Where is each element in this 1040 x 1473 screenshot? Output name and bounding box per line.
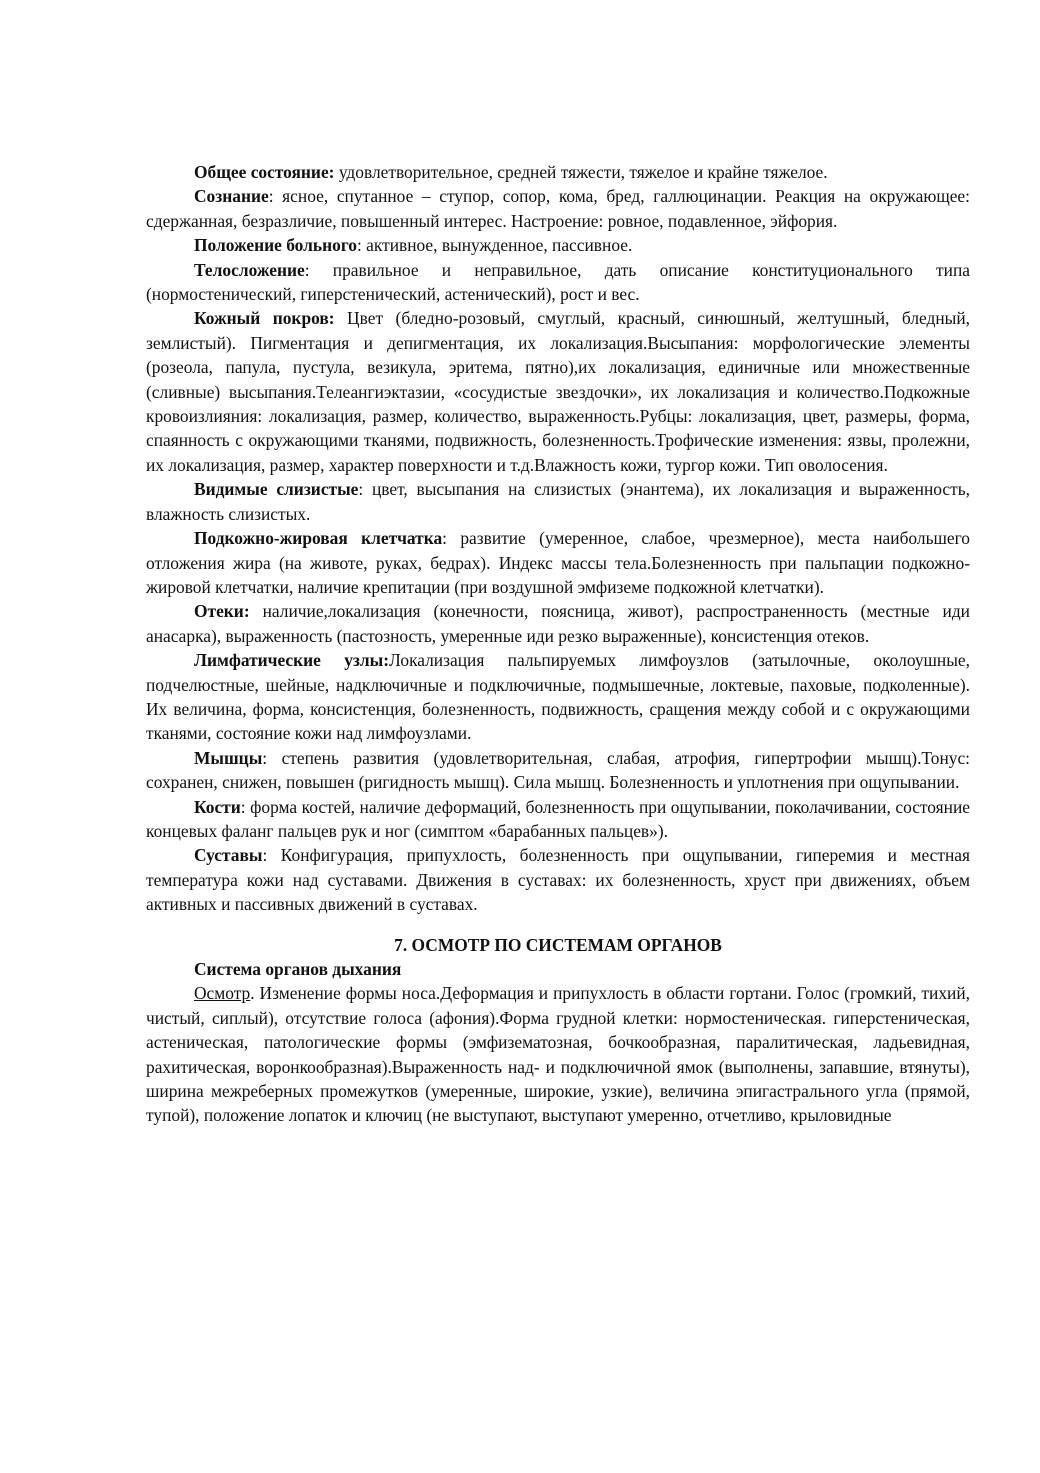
section-subheading: Система органов дыхания — [194, 959, 402, 979]
term-label: Телосложение — [194, 259, 305, 280]
exam-label: Осмотр — [194, 983, 251, 1004]
paragraph-subcutaneous-fat — [146, 526, 970, 599]
term-label: Отеки: — [194, 601, 250, 622]
paragraph-text: : ясное, спутанное – ступор, сопор, кома, бред, галлюцинации. Реакция на окружающее: сдержанная, безразличие, повышенный интерес. Настроение: ровное, подавленное, эйфория. — [146, 186, 970, 231]
term-label: Подкожно-жировая клетчатка — [194, 528, 443, 549]
paragraph-text: Цвет (бледно-розовый, смуглый, красный, синюшный, желтушный, бледный, землистый). Пигментация и депигментация, их локализация.Высыпания: морфологические элементы (розеола, папула, пустула, везикула, эритема, пятно),их локализация, единичные или множественные (сливные) высыпания.Телеангиэктазии, «сосудистые звездочки», их локализация и количество.Подкожные кровоизлияния: локализация, размер, количество, выраженность.Рубцы: локализация, цвет, размеры, форма, спаянность с окружающими тканями, подвижность, болезненность.Трофические изменения: язвы, пролежни, их локализация, размер, характер поверхности и т.д.Влажность кожи, тургор кожи. Тип оволосения. — [146, 308, 970, 475]
term-label: Кожный покров: — [194, 308, 335, 329]
term-label: Сознание — [194, 186, 269, 207]
paragraph-text: наличие,локализация (конечности, поясница, живот), распространенность (местные иди анасарка), выраженность (пастозность, умеренные иди резко выраженные), консистенция отеков. — [146, 601, 970, 646]
paragraph-text: Локализация пальпируемых лимфоузлов (затылочные, околоушные, подчелюстные, шейные, надключичные и подключичные, подмышечные, локтевые, паховые, подколенные). Их величина, форма, консистенция, болезненность, подвижность, сращения между собой и с окружающими тканями, состояние кожи над лимфоузлами. — [146, 650, 970, 744]
paragraph-text: : форма костей, наличие деформаций, болезненность при ощупывании, поколачивании, состояние концевых фаланг пальцев рук и ног (симптом «барабанных пальцев»). — [146, 796, 970, 841]
paragraph-text: : правильное и неправильное, дать описание конституционального типа (нормостенический, гиперстенический, астенический), рост и вес. — [146, 259, 970, 305]
term-label: Мышцы — [194, 747, 263, 768]
paragraph-bones — [146, 795, 970, 844]
paragraph-muscles — [146, 746, 970, 795]
paragraph-text: : активное, вынужденное, пассивное. — [356, 235, 633, 256]
paragraph-joints — [146, 843, 970, 916]
term-label: Лимфатические узлы: — [194, 650, 390, 671]
paragraph-skin — [146, 306, 970, 477]
paragraph-mucous — [146, 477, 970, 526]
term-label: Общее состояние: — [194, 162, 335, 182]
paragraph-physique — [146, 258, 970, 307]
paragraph-general-state — [146, 160, 970, 184]
paragraph-edema — [146, 599, 970, 648]
paragraph-lymph-nodes — [146, 648, 970, 746]
paragraph-examination — [146, 981, 970, 1127]
term-label: Видимые слизистые — [194, 479, 359, 500]
paragraph-text: . Изменение формы носа.Деформация и припухлость в области гортани. Голос (громкий, тихий, чистый, сиплый), отсутствие голоса (афония).Форма грудной клетки: нормостеническая. гиперстеническая, астеническая, патологические формы (эмфизематозная, бочкообразная, паралитическая, ладьевидная, рахитическая, воронкообразная).Выраженность над- и подключичной ямок (выполнены, запавшие, втянуты), ширина межреберных промежутков (умеренные, широкие, узкие), величина эпигастрального угла (прямой, тупой), положение лопаток и ключиц (не выступают, выступают умеренно, отчетливо, крыловидные — [146, 983, 970, 1126]
paragraph-text: : Конфигурация, припухлость, болезненность при ощупывании, гиперемия и местная температура кожи над суставами. Движения в суставах: их болезненность, хруст при движениях, объем активных и пассивных движений в суставах. — [146, 845, 970, 915]
paragraph-text: : степень развития (удовлетворительная, слабая, атрофия, гипертрофии мышц).Тонус: сохранен, снижен, повышен (ригидность мышц). Сила мышц. Болезненность и уплотнения при ощупывании. — [146, 747, 970, 793]
paragraph-consciousness — [146, 184, 970, 233]
document-page — [146, 160, 970, 1128]
term-label: Кости — [194, 796, 241, 817]
term-label: Положение больного — [194, 235, 357, 256]
paragraph-text: : развитие (умеренное, слабое, чрезмерное), места наибольшего отложения жира (на животе, руках, бедрах). Индекс массы тела.Болезненность при пальпации подкожно-жировой клетчатки, наличие крепитации (при воздушной эмфиземе подкожной клетчатки). — [146, 528, 970, 597]
term-label: Суставы — [194, 845, 263, 866]
paragraph-patient-position — [146, 233, 970, 257]
paragraph-text: удовлетворительное, средней тяжести, тяжелое и крайне тяжелое. — [334, 162, 828, 182]
paragraph-text: : цвет, высыпания на слизистых (энантема), их локализация и выраженность, влажность слизистых. — [146, 479, 970, 524]
section-heading: 7. ОСМОТР ПО СИСТЕМАМ ОРГАНОВ — [394, 934, 722, 955]
